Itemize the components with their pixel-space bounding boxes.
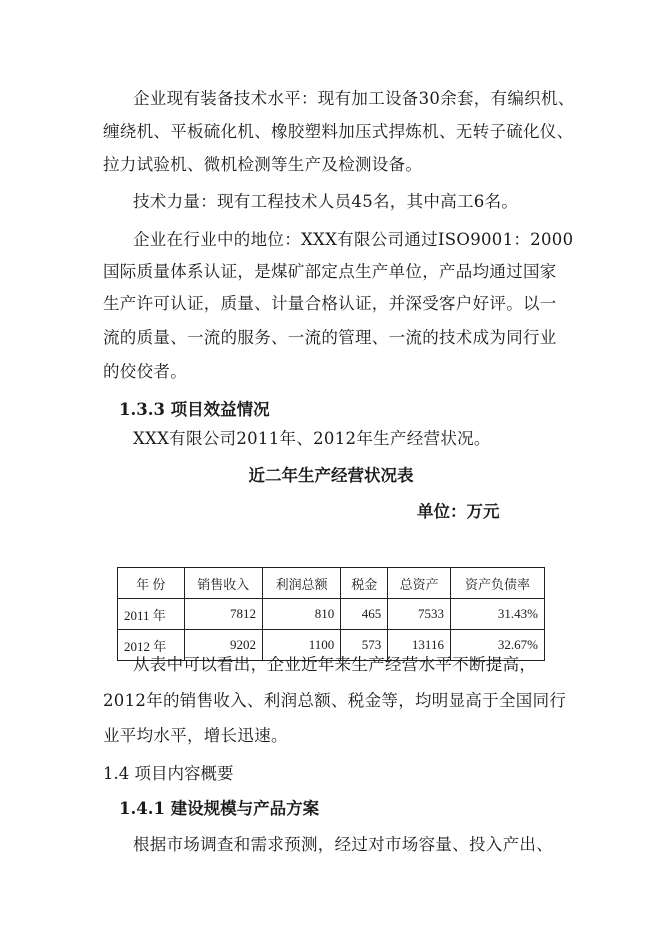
- section-1-4-heading: 1.4 项目内容概要: [103, 764, 234, 783]
- cell-sales: 7812: [184, 599, 262, 630]
- cell-debt-ratio: 31.43%: [450, 599, 544, 630]
- analysis-line-1: 从表中可以看出，企业近年来生产经营水平不断提高，: [133, 655, 537, 674]
- cell-profit: 1100: [262, 630, 340, 661]
- section-1-3-3-intro: XXX有限公司2011年、2012年生产经营状况。: [133, 429, 491, 448]
- cell-year: 2012 年: [118, 630, 185, 661]
- industry-position-line-3: 生产许可认证，质量、计量合格认证，并深受客户好评。以一: [103, 294, 557, 313]
- header-total-assets: 总资产: [388, 568, 451, 599]
- table-unit: 单位：万元: [417, 502, 500, 521]
- header-profit: 利润总额: [262, 568, 340, 599]
- operations-table: [117, 567, 545, 661]
- analysis-line-2: 2012年的销售收入、利润总额、税金等，均明显高于全国同行: [103, 691, 567, 710]
- header-tax: 税金: [341, 568, 388, 599]
- header-year: 年 份: [118, 568, 185, 599]
- equipment-paragraph-line-1: 企业现有装备技术水平：现有加工设备30余套，有编织机、: [133, 89, 575, 108]
- section-1-4-1-line-1: 根据市场调查和需求预测，经过对市场容量、投入产出、: [133, 835, 553, 854]
- equipment-paragraph-line-2: 缠绕机、平板硫化机、橡胶塑料加压式捍炼机、无转子硫化仪、: [103, 122, 574, 141]
- cell-total-assets: 7533: [388, 599, 451, 630]
- industry-position-line-5: 的佼佼者。: [103, 362, 187, 381]
- equipment-paragraph-line-3: 拉力试验机、微机检测等生产及检测设备。: [103, 155, 423, 174]
- header-sales: 销售收入: [184, 568, 262, 599]
- cell-total-assets: 13116: [388, 630, 451, 661]
- analysis-line-3: 业平均水平，增长迅速。: [103, 726, 288, 745]
- table-row: [118, 599, 545, 630]
- industry-position-line-1: 企业在行业中的地位：XXX有限公司通过ISO9001：2000: [133, 230, 574, 249]
- table-title: 近二年生产经营状况表: [248, 466, 414, 485]
- cell-tax: 465: [341, 599, 388, 630]
- section-1-3-3-heading: 1.3.3 项目效益情况: [119, 400, 270, 419]
- tech-staff-paragraph: 技术力量：现有工程技术人员45名，其中高工6名。: [133, 192, 519, 211]
- cell-year: 2011 年: [118, 599, 185, 630]
- cell-tax: 573: [341, 630, 388, 661]
- industry-position-line-4: 流的质量、一流的服务、一流的管理、一流的技术成为同行业: [103, 328, 557, 347]
- section-1-4-1-heading: 1.4.1 建设规模与产品方案: [119, 799, 320, 818]
- industry-position-line-2: 国际质量体系认证，是煤矿部定点生产单位，产品均通过国家: [103, 262, 557, 281]
- header-debt-ratio: 资产负债率: [450, 568, 544, 599]
- cell-profit: 810: [262, 599, 340, 630]
- cell-sales: 9202: [184, 630, 262, 661]
- table-header-row: [118, 568, 545, 599]
- cell-debt-ratio: 32.67%: [450, 630, 544, 661]
